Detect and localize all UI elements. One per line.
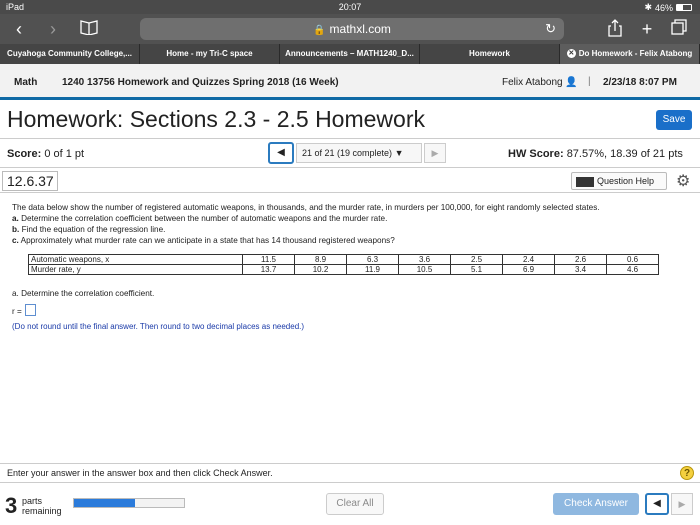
table-cell: 3.6: [399, 255, 451, 265]
table-cell: 6.3: [347, 255, 399, 265]
part-b-text: Find the equation of the regression line.: [21, 225, 166, 234]
question-id: 12.6.37: [2, 171, 58, 191]
date-time: 2/23/18 8:07 PM: [603, 77, 677, 88]
table-cell: 13.7: [243, 265, 295, 275]
back-icon[interactable]: ‹: [16, 19, 22, 39]
tab-label: Homework: [469, 49, 510, 58]
close-tab-icon[interactable]: ✕: [568, 50, 575, 58]
score: [7, 148, 84, 160]
course-title: 1240 13756 Homework and Quizzes Spring 2018 (16 Week): [62, 77, 339, 88]
table-cell: 2.4: [503, 255, 555, 265]
parts-label-line2: remaining: [22, 506, 62, 516]
hw-score-value: 87.57%, 18.39 of 21 pts: [566, 148, 683, 160]
rounding-hint: (Do not round until the final answer. Then round to two decimal places as needed.): [12, 322, 305, 331]
tabs-overview-icon[interactable]: [668, 19, 690, 39]
url-text: mathxl.com: [329, 22, 391, 36]
part-tag: a.: [12, 214, 19, 223]
clock: 20:07: [338, 2, 362, 12]
user-name-text: Felix Atabong: [502, 77, 563, 88]
status-bar: [0, 0, 700, 14]
footer-bar: [0, 482, 700, 525]
subject-label: Math: [14, 77, 38, 88]
problem-part-a: [12, 213, 692, 224]
data-table: [28, 254, 659, 275]
bluetooth-icon: ✱: [644, 2, 652, 12]
page-title: Homework: Sections 2.3 - 2.5 Homework: [7, 106, 425, 132]
row-label: Automatic weapons, x: [29, 255, 243, 265]
tab-my-tri-c-space[interactable]: [140, 44, 280, 64]
tab-homework[interactable]: [420, 44, 560, 64]
device-label: iPad: [6, 2, 25, 12]
hw-score-label: HW Score:: [508, 148, 564, 160]
question-header: [0, 169, 700, 193]
part-a-prompt: a. Determine the correlation coefficient.: [12, 289, 155, 298]
problem-statement: [12, 202, 692, 246]
hw-score: [508, 148, 683, 160]
tab-label: Do Homework - Felix Atabong: [578, 49, 693, 58]
progress-fill: [74, 499, 135, 507]
table-cell: 10.5: [399, 265, 451, 275]
next-question-button[interactable]: ▶: [424, 143, 446, 163]
table-cell: 4.6: [607, 265, 659, 275]
reload-icon[interactable]: ↻: [545, 21, 556, 36]
part-tag: b.: [12, 225, 20, 234]
browser-toolbar: [0, 14, 700, 44]
question-select-value: 21 of 21 (19 complete): [302, 148, 393, 158]
header-separator: |: [588, 76, 591, 87]
battery-area: [644, 2, 692, 13]
r-label: r =: [12, 307, 22, 316]
parts-count: 3: [5, 493, 18, 518]
tab-label: Announcements – MATH1240_D...: [285, 49, 414, 58]
problem-part-b: [12, 224, 692, 235]
tab-label: Cuyahoga Community College,...: [7, 49, 132, 58]
score-value: 0 of 1 pt: [44, 148, 85, 160]
part-a-text: Determine the correlation coefficient between the number of automatic weapons and the murder rate.: [21, 214, 388, 223]
previous-question-button[interactable]: ◀: [645, 493, 669, 515]
part-tag: c.: [12, 236, 19, 245]
table-cell: 6.9: [503, 265, 555, 275]
answer-instruction: Enter your answer in the answer box and then click Check Answer.: [0, 463, 700, 481]
row-label: Murder rate, y: [29, 265, 243, 275]
list-icon: [576, 177, 594, 187]
new-tab-icon[interactable]: +: [641, 19, 653, 39]
share-icon[interactable]: [604, 19, 626, 39]
tab-label: Home - my Tri-C space: [166, 49, 253, 58]
table-cell: 3.4: [555, 265, 607, 275]
table-row: [29, 265, 659, 275]
parts-label: [22, 496, 62, 516]
next-question-button[interactable]: ▶: [671, 493, 693, 515]
parts-label-line1: parts: [22, 496, 43, 506]
bookmarks-icon[interactable]: [78, 19, 100, 39]
lock-icon: 🔒: [313, 25, 326, 36]
tab-announcements[interactable]: [280, 44, 420, 64]
score-label: Score:: [7, 148, 42, 160]
gear-icon[interactable]: ⚙: [676, 173, 691, 190]
table-cell: 10.2: [295, 265, 347, 275]
table-cell: 5.1: [451, 265, 503, 275]
browser-tabs: [0, 44, 700, 64]
forward-icon[interactable]: ›: [50, 19, 56, 39]
score-bar: [0, 138, 700, 168]
problem-part-c: [12, 235, 692, 246]
table-cell: 0.6: [607, 255, 659, 265]
previous-question-button[interactable]: ◀: [268, 142, 294, 164]
problem-intro: The data below show the number of registered automatic weapons, in thousands, and the murder rate, in murders per 100,000, for eight randomly selected states.: [12, 203, 600, 212]
table-cell: 11.5: [243, 255, 295, 265]
table-cell: 11.9: [347, 265, 399, 275]
r-answer-input[interactable]: [25, 304, 36, 316]
course-header: [0, 64, 700, 100]
table-cell: 8.9: [295, 255, 347, 265]
part-c-text: Approximately what murder rate can we anticipate in a state that has 14 thousand registered weapons?: [20, 236, 395, 245]
progress-bar: [73, 498, 185, 508]
table-cell: 2.5: [451, 255, 503, 265]
table-cell: 2.6: [555, 255, 607, 265]
chevron-down-icon: ▼: [394, 148, 404, 158]
table-row: [29, 255, 659, 265]
user-name: [502, 77, 578, 88]
question-help-label: Question Help: [597, 176, 655, 186]
tab-do-homework[interactable]: [560, 44, 700, 64]
save-button[interactable]: Save: [656, 110, 692, 130]
check-answer-button[interactable]: Check Answer: [553, 493, 639, 515]
battery-icon: [676, 4, 692, 11]
user-icon: 👤: [565, 77, 578, 88]
question-help-button[interactable]: [571, 172, 667, 190]
address-bar[interactable]: [140, 18, 564, 40]
tab-tri-c[interactable]: [0, 44, 140, 64]
question-select[interactable]: [296, 143, 422, 163]
clear-all-button[interactable]: Clear All: [326, 493, 384, 515]
battery-percent: 46%: [654, 2, 673, 13]
help-icon[interactable]: ?: [680, 466, 694, 480]
